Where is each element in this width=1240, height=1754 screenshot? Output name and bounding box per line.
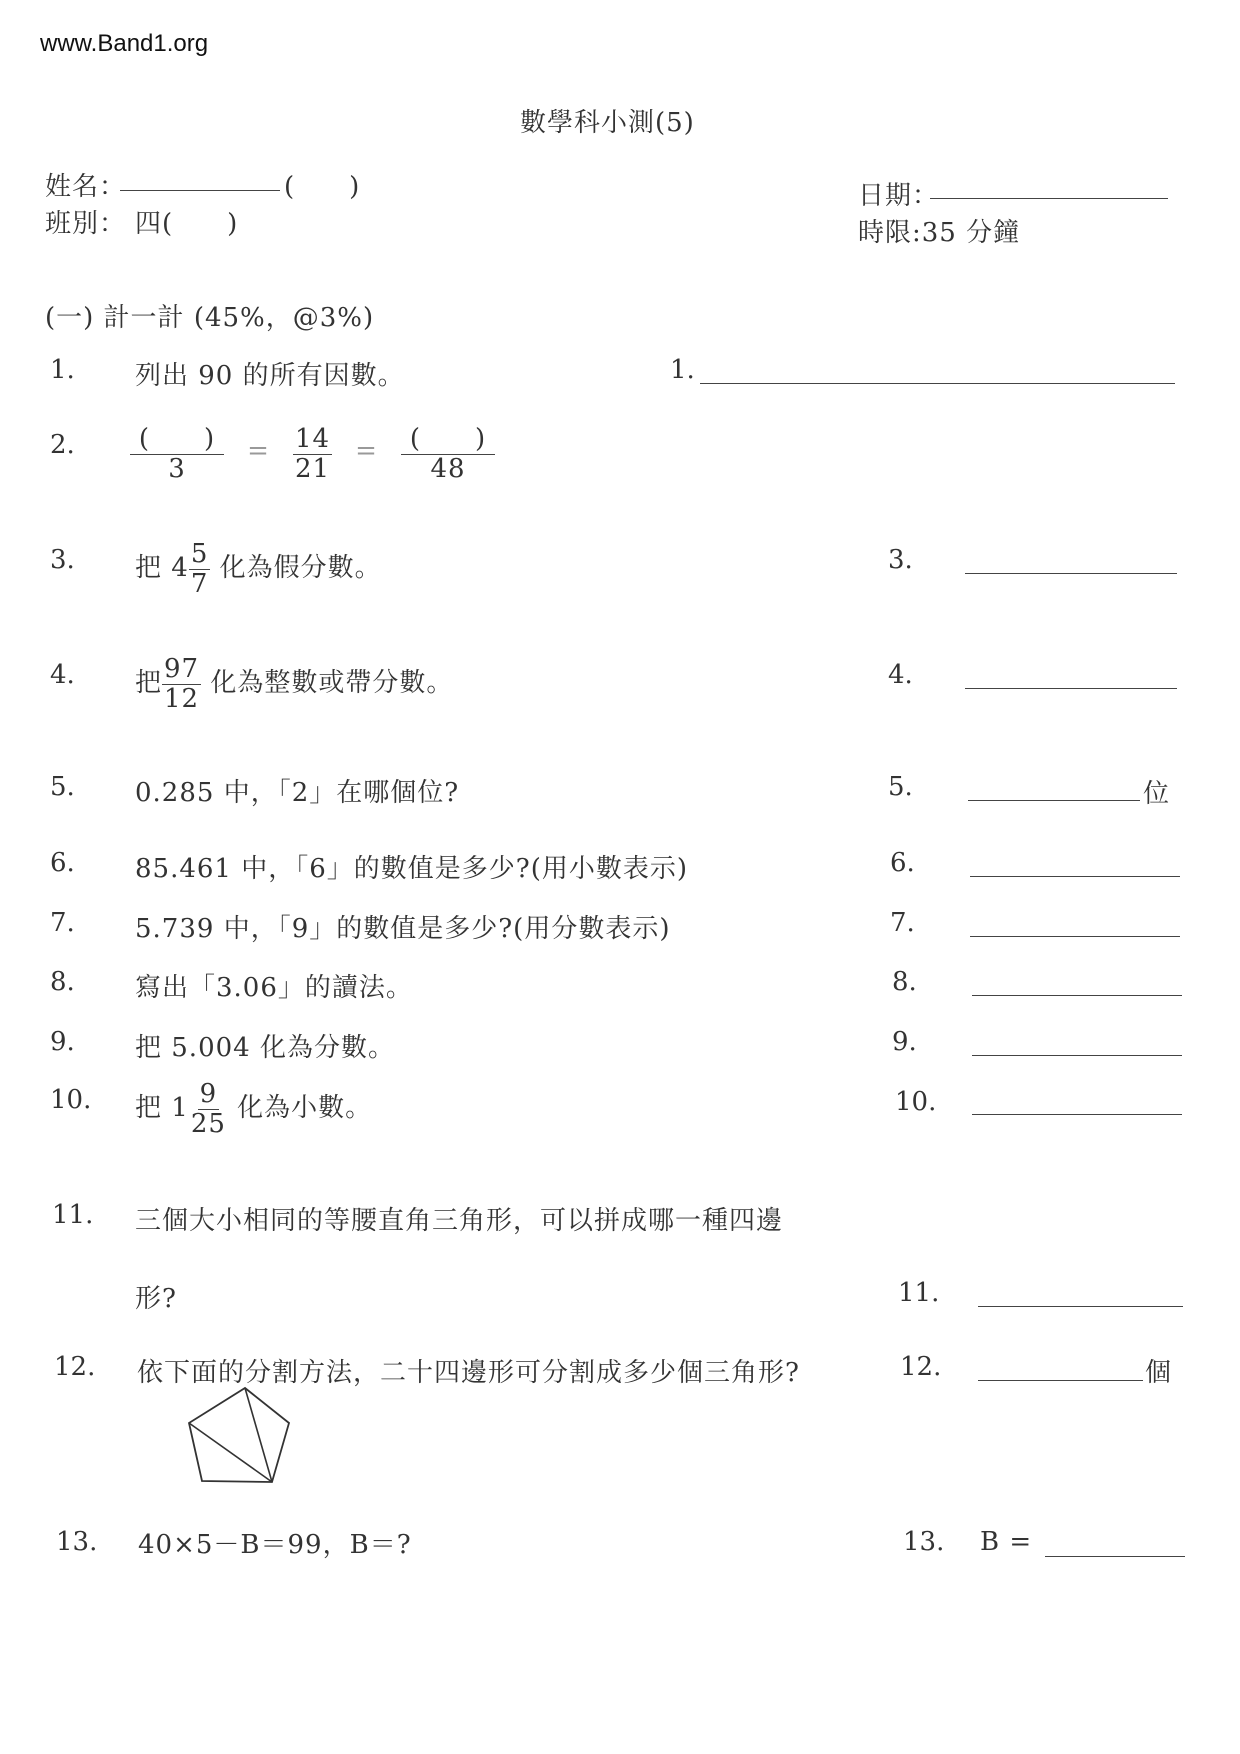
equals-sign: =	[355, 435, 378, 466]
question-text: 三個大小相同的等腰直角三角形，可以拼成哪一種四邊	[135, 1206, 784, 1236]
answer-number: 11.	[898, 1278, 940, 1308]
numerator: 5	[190, 539, 209, 569]
denominator: 25	[190, 1108, 226, 1139]
question-number: 13.	[56, 1527, 98, 1557]
answer-number: 3.	[888, 545, 913, 575]
fraction	[162, 655, 201, 713]
fraction	[130, 425, 224, 483]
denominator: 21	[294, 453, 331, 484]
pentagon-shape	[189, 1388, 289, 1482]
answer-unit: 個	[1145, 1358, 1173, 1388]
question-text: 寫出「3.06」的讀法。	[135, 973, 413, 1003]
question-text: 把 5.004 化為分數。	[135, 1033, 395, 1063]
date-line[interactable]	[930, 198, 1168, 199]
question-number: 3.	[50, 545, 75, 575]
pentagon-diagram	[185, 1385, 295, 1495]
question-number: 9.	[50, 1027, 75, 1057]
question-text	[135, 655, 453, 713]
question-text	[135, 540, 382, 598]
answer-number: 5.	[888, 772, 913, 802]
answer-line[interactable]	[972, 1055, 1182, 1056]
answer-line[interactable]	[978, 1306, 1183, 1307]
class-value: 四( )	[135, 209, 239, 239]
question-number: 1.	[50, 355, 75, 385]
answer-number: 7.	[890, 908, 915, 938]
question-suffix: 化為整數或帶分數。	[201, 668, 454, 699]
fraction	[401, 425, 495, 483]
class-label: 班別：	[45, 209, 127, 239]
fraction	[189, 1080, 228, 1138]
denominator: 12	[164, 683, 200, 714]
answer-line[interactable]	[968, 800, 1140, 801]
question-prefix: 把 4	[135, 553, 189, 584]
answer-line[interactable]	[972, 1114, 1182, 1115]
question-suffix: 化為假分數。	[210, 553, 382, 584]
equals-sign: =	[247, 435, 270, 466]
question-number: 6.	[50, 848, 75, 878]
name-paren: ( )	[284, 172, 361, 202]
answer-line[interactable]	[700, 383, 1175, 384]
name-label: 姓名：	[45, 172, 127, 202]
question-number: 2.	[50, 430, 75, 460]
blank-numerator[interactable]: ( )	[130, 425, 224, 455]
fraction	[189, 540, 211, 598]
question-number: 10.	[50, 1085, 92, 1115]
numerator: 9	[199, 1079, 218, 1109]
question-text: 5.739 中，「9」的數值是多少?(用分數表示)	[135, 914, 671, 944]
section-title: (一) 計一計 (45%，@3%)	[45, 303, 375, 333]
diagonal-line	[189, 1423, 272, 1482]
answer-line[interactable]	[970, 876, 1180, 877]
question-number: 7.	[50, 908, 75, 938]
question-number: 12.	[54, 1352, 96, 1382]
denominator: 7	[190, 568, 209, 599]
numerator: 97	[164, 654, 200, 684]
numerator: 14	[294, 424, 331, 454]
blank-numerator[interactable]: ( )	[401, 425, 495, 455]
denominator: 3	[168, 453, 186, 484]
answer-number: 9.	[892, 1027, 917, 1057]
name-line[interactable]	[120, 190, 280, 191]
answer-number: 1.	[670, 355, 695, 385]
question-number: 5.	[50, 772, 75, 802]
answer-line[interactable]	[1045, 1556, 1185, 1557]
question-text-continued: 形?	[135, 1284, 177, 1314]
fraction-equation	[130, 425, 495, 483]
answer-line[interactable]	[965, 688, 1177, 689]
question-text: 85.461 中，「6」的數值是多少?(用小數表示)	[135, 854, 689, 884]
fraction	[293, 425, 332, 483]
answer-number: 8.	[892, 967, 917, 997]
question-suffix: 化為小數。	[227, 1093, 373, 1124]
question-text: 列出 90 的所有因數。	[135, 361, 405, 391]
answer-line[interactable]	[965, 573, 1177, 574]
question-prefix: 把 1	[135, 1093, 189, 1124]
time-limit: 時限:35 分鐘	[858, 218, 1021, 248]
date-label: 日期：	[858, 181, 940, 211]
answer-unit: 位	[1143, 779, 1171, 809]
answer-line[interactable]	[978, 1380, 1143, 1381]
question-text: 依下面的分割方法，二十四邊形可分割成多少個三角形?	[137, 1358, 800, 1388]
denominator: 48	[430, 453, 466, 484]
question-number: 11.	[52, 1200, 94, 1230]
answer-number: 6.	[890, 848, 915, 878]
question-number: 8.	[50, 967, 75, 997]
answer-line[interactable]	[970, 936, 1180, 937]
page-title: 數學科小測(5)	[520, 108, 695, 138]
question-text	[135, 1080, 372, 1138]
question-number: 4.	[50, 660, 75, 690]
site-url[interactable]: www.Band1.org	[40, 30, 209, 57]
answer-number: 12.	[900, 1352, 942, 1382]
answer-number: 4.	[888, 660, 913, 690]
answer-number: 10.	[895, 1087, 937, 1117]
question-text: 40×5－B＝99，B＝?	[138, 1530, 412, 1560]
answer-prefix: B =	[980, 1527, 1033, 1557]
answer-number: 13.	[903, 1527, 945, 1557]
question-prefix: 把	[135, 668, 163, 699]
question-text: 0.285 中，「2」在哪個位?	[135, 778, 460, 808]
diagonal-line	[245, 1388, 272, 1482]
answer-line[interactable]	[972, 995, 1182, 996]
